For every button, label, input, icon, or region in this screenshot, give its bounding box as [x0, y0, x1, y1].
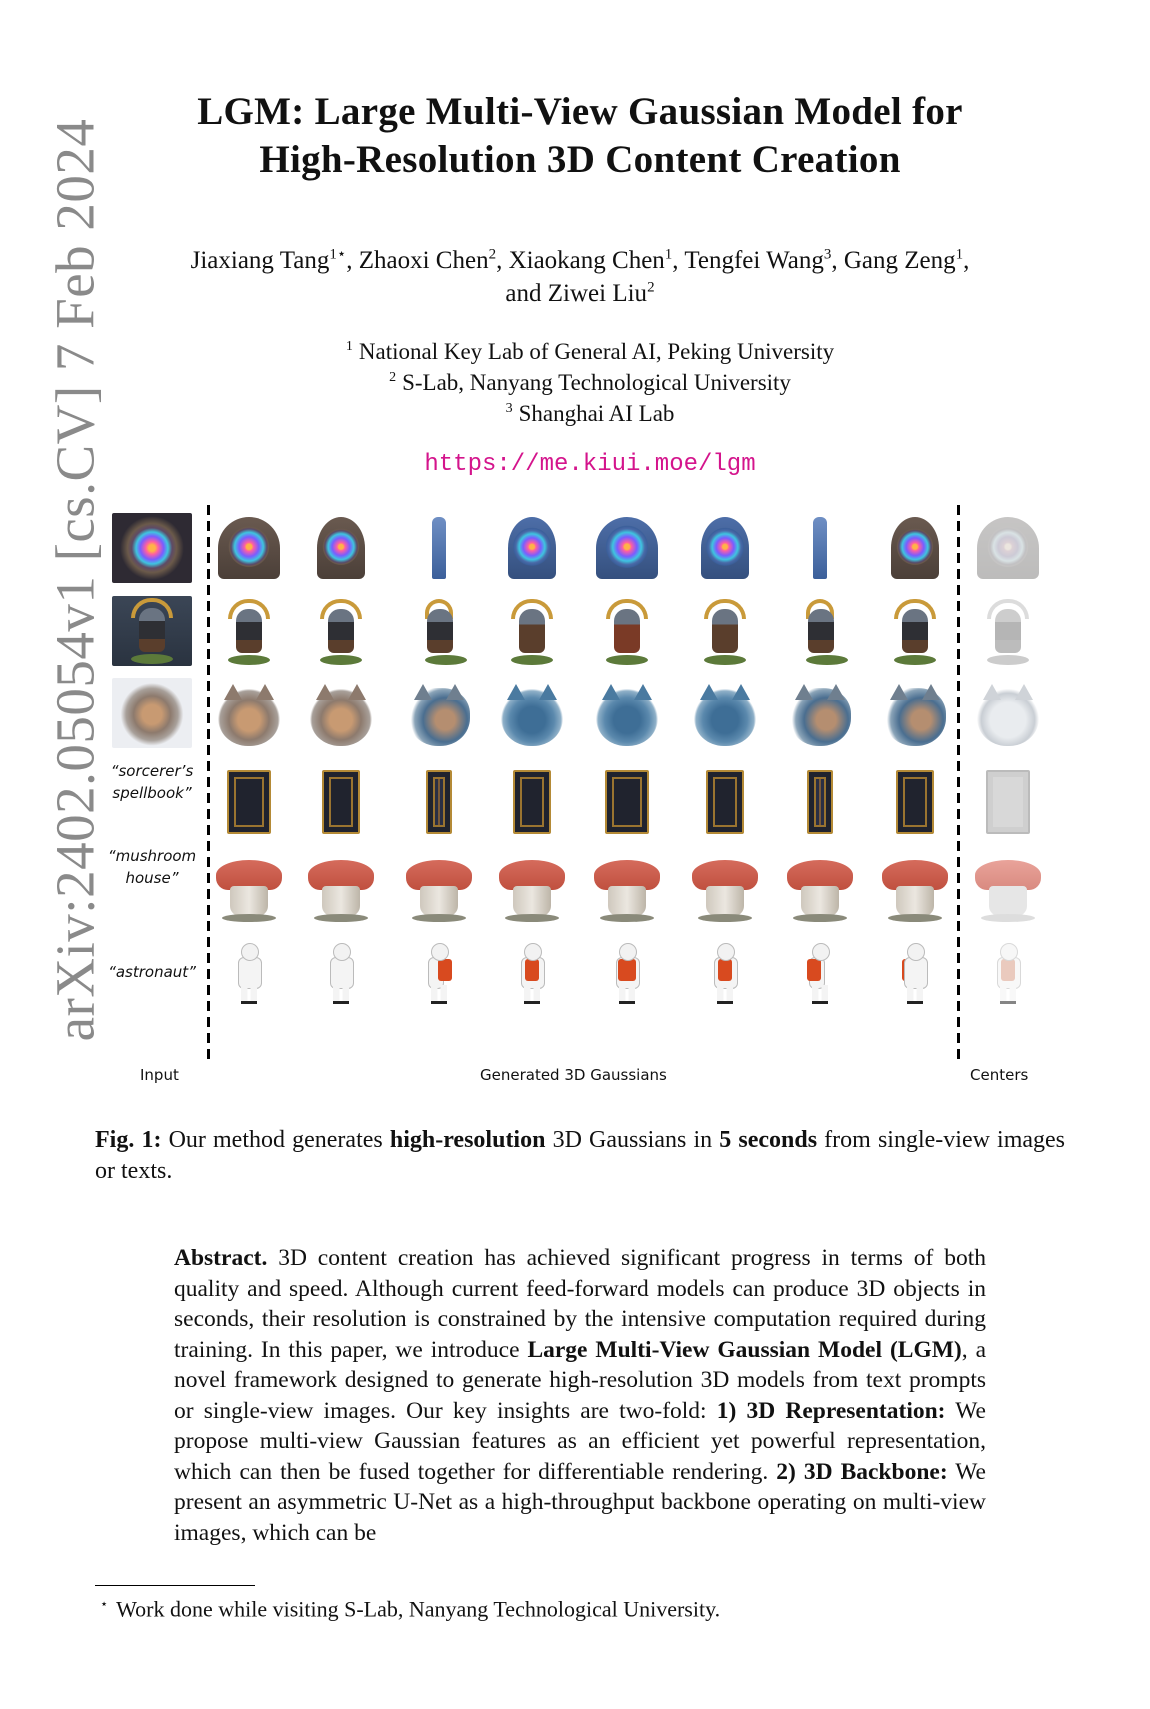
view-image: [782, 596, 858, 668]
footnote: [100, 1596, 720, 1622]
affiliation-name: Shanghai AI Lab: [518, 401, 675, 426]
author-separator: ,: [672, 247, 685, 274]
paper-title: [100, 88, 1060, 184]
centers-column-label: Centers: [970, 1066, 1029, 1084]
abstract-emphasis: Large Multi-View Gaussian Model (LGM): [527, 1336, 962, 1363]
view-image: [211, 937, 287, 1009]
author-list: [90, 244, 1070, 310]
view-image: [687, 512, 763, 584]
view-image: [494, 766, 570, 838]
view-image: [589, 854, 665, 926]
title-line-1: LGM: Large Multi-View Gaussian Model for: [197, 90, 963, 133]
view-image: [401, 937, 477, 1009]
view-image: [589, 937, 665, 1009]
view-image: [782, 854, 858, 926]
project-link[interactable]: https://me.kiui.moe/lgm: [424, 451, 756, 478]
author-affil-mark: 2: [647, 279, 655, 296]
view-image: [303, 766, 379, 838]
view-image: [687, 596, 763, 668]
affiliation-3: [150, 398, 1030, 429]
affiliation-name: National Key Lab of General AI, Peking University: [358, 339, 835, 364]
view-image: [687, 854, 763, 926]
author-name: Tengfei Wang: [684, 247, 824, 274]
view-image: [211, 681, 287, 753]
abstract-text: We present an asymmetric U-Net as a high-throughput backbone operating on multi-view images, which can be: [174, 1458, 986, 1546]
center-points-mushroom-house: [970, 854, 1046, 926]
input-prompt-mushroom-house: “mushroom house”: [107, 847, 197, 887]
author-name: Xiaokang Chen: [508, 247, 665, 274]
center-points-cat: [970, 681, 1046, 753]
affiliation-number: 3: [505, 401, 513, 417]
view-image: [687, 766, 763, 838]
author-affil-mark: 1⋆: [329, 246, 347, 263]
view-image: [589, 766, 665, 838]
view-image: [211, 596, 287, 668]
view-image: [401, 681, 477, 753]
view-image: [782, 512, 858, 584]
affiliation-2: [150, 367, 1030, 398]
author-name: Gang Zeng: [843, 247, 956, 274]
footnote-mark: ⋆: [100, 1596, 109, 1611]
view-image: [687, 937, 763, 1009]
view-image: [401, 766, 477, 838]
affiliations: [150, 336, 1030, 429]
input-prompt-spellbook: “sorcerer’s spellbook”: [110, 762, 194, 802]
author-affil-mark: 1: [955, 246, 964, 263]
input-column-label: Input: [140, 1066, 179, 1084]
project-url: [150, 451, 1030, 478]
affiliation-name: S-Lab, Nanyang Technological University: [402, 370, 791, 395]
author-name: Zhaoxi Chen: [358, 247, 489, 274]
center-points-spellbook: [970, 766, 1046, 838]
view-image: [877, 766, 953, 838]
author-affil-mark: 2: [488, 246, 497, 263]
view-image: [877, 512, 953, 584]
affiliation-1: [150, 336, 1030, 367]
view-image: [877, 854, 953, 926]
caption-text: from single-view images or texts.: [95, 1127, 1066, 1184]
input-prompt-astronaut: “astronaut”: [108, 963, 196, 981]
footnote-text: Work done while visiting S-Lab, Nanyang Technological University.: [116, 1596, 721, 1622]
author-affil-mark: 3: [823, 246, 832, 263]
centers-divider: [957, 505, 960, 1060]
view-image: [494, 681, 570, 753]
view-image: [211, 512, 287, 584]
affiliation-number: 2: [389, 370, 397, 386]
author-separator: ,: [346, 247, 359, 274]
view-image: [589, 512, 665, 584]
view-image: [303, 512, 379, 584]
caption-text: 3D Gaussians in: [545, 1127, 720, 1153]
footnote-rule: [95, 1585, 255, 1586]
abstract: [174, 1243, 986, 1548]
view-image: [494, 512, 570, 584]
caption-emphasis: high-resolution: [389, 1127, 546, 1153]
center-points-astronaut: [970, 937, 1046, 1009]
view-image: [877, 596, 953, 668]
view-image: [494, 937, 570, 1009]
author-separator: ,: [831, 247, 844, 274]
input-image-dwarf: [112, 596, 192, 666]
abstract-label: Abstract.: [174, 1245, 268, 1271]
figure-caption: [95, 1125, 1065, 1187]
view-image: [211, 766, 287, 838]
generated-column-label: Generated 3D Gaussians: [480, 1066, 667, 1084]
abstract-text: We propose multi-view Gaussian features as an efficient yet powerful representation, which can then be fused together for differentiable rendering.: [174, 1397, 986, 1485]
view-image: [782, 766, 858, 838]
view-image: [303, 854, 379, 926]
input-divider: [207, 505, 210, 1060]
view-image: [494, 854, 570, 926]
author-and: and: [505, 280, 548, 307]
author-affil-mark: 1: [664, 246, 673, 263]
caption-label: Fig. 1:: [95, 1127, 162, 1153]
view-image: [589, 596, 665, 668]
view-image: [401, 596, 477, 668]
center-points-portal: [970, 512, 1046, 584]
author-separator: ,: [496, 247, 509, 274]
affiliation-number: 1: [345, 339, 353, 355]
abstract-emphasis: 1) 3D Representation:: [716, 1397, 946, 1424]
arxiv-id: arXiv:2402.05054v1 [cs.CV] 7 Feb 2024: [44, 118, 106, 1042]
view-image: [303, 596, 379, 668]
view-image: [782, 681, 858, 753]
view-image: [494, 596, 570, 668]
caption-text: Our method generates: [161, 1127, 390, 1153]
caption-emphasis: 5 seconds: [719, 1127, 818, 1153]
author-name: Ziwei Liu: [547, 280, 648, 307]
abstract-emphasis: 2) 3D Backbone:: [776, 1458, 948, 1485]
view-image: [877, 937, 953, 1009]
view-image: [303, 681, 379, 753]
author-name: Jiaxiang Tang: [190, 247, 330, 274]
view-image: [589, 681, 665, 753]
input-image-portal: [112, 513, 192, 583]
view-image: [401, 512, 477, 584]
view-image: [687, 681, 763, 753]
view-image: [877, 681, 953, 753]
view-image: [401, 854, 477, 926]
view-image: [303, 937, 379, 1009]
view-image: [211, 854, 287, 926]
abstract-text: 3D content creation has achieved significant progress in terms of both quality and speed. Although current feed-forward models can produce 3D objects in seconds, their resolution is constrained by the intensive computation required during training. In this paper, we introduce: [174, 1245, 986, 1363]
input-image-cat: [112, 678, 192, 748]
abstract-text: , a novel framework designed to generate high-resolution 3D models from text prompts or single-view images. Our key insights are two-fold:: [174, 1336, 987, 1424]
center-points-dwarf: [970, 596, 1046, 668]
figure-1: [100, 505, 1060, 1095]
author-separator: ,: [963, 247, 970, 274]
title-line-2: High-Resolution 3D Content Creation: [259, 138, 901, 181]
view-image: [782, 937, 858, 1009]
